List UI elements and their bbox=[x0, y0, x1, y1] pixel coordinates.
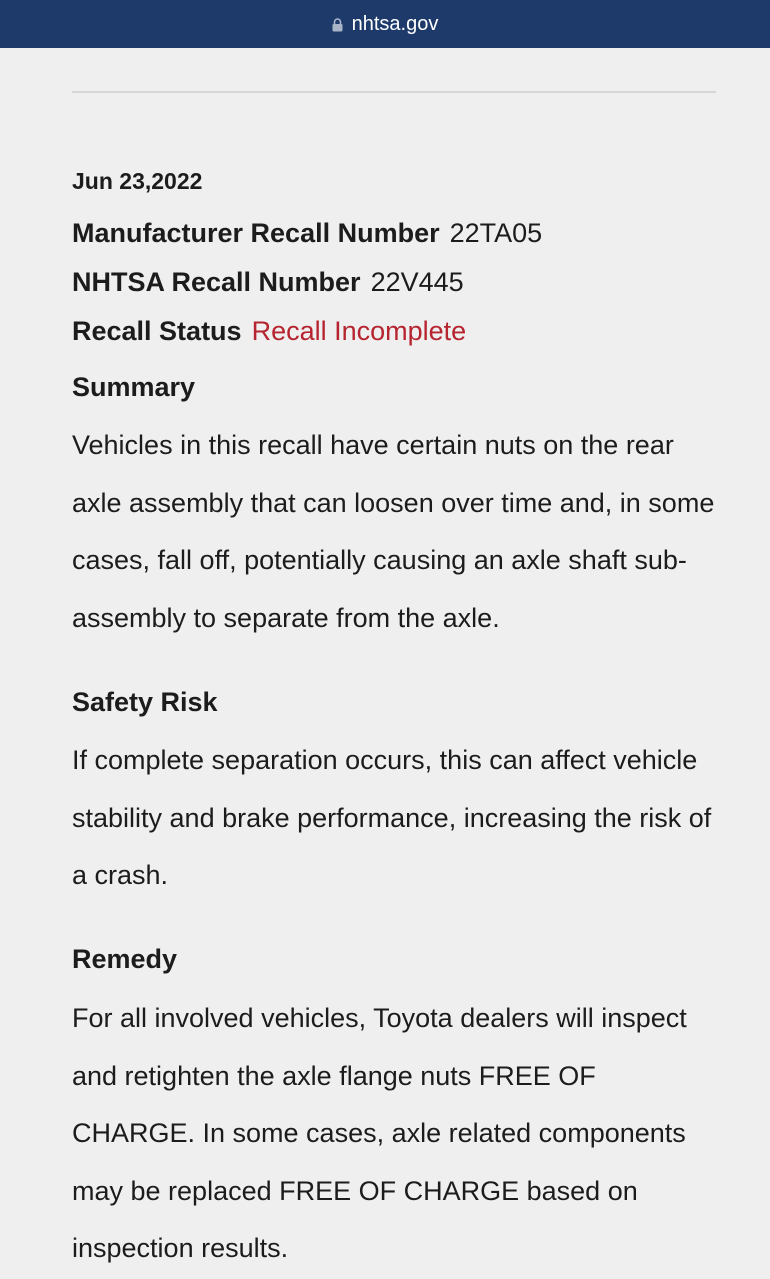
url-text: nhtsa.gov bbox=[351, 12, 439, 35]
safety-risk-text: If complete separation occurs, this can affect vehicle stability and brake performance, increasing the risk of a crash. bbox=[72, 745, 712, 890]
nhtsa-recall-number: 22V445 bbox=[370, 267, 464, 297]
summary-text: Vehicles in this recall have certain nuts on the rear axle assembly that can loosen over time and, in some cases, fall off, potentially causing an axle shaft sub-assembly to separate from the axle. bbox=[72, 430, 715, 633]
remedy-heading: Remedy bbox=[72, 944, 178, 974]
manufacturer-recall-number-label: Manufacturer Recall Number bbox=[72, 218, 440, 248]
recall-date: Jun 23,2022 bbox=[72, 168, 203, 194]
recall-status-label: Recall Status bbox=[72, 316, 242, 346]
manufacturer-recall-row bbox=[72, 218, 542, 249]
nhtsa-recall-number-label: NHTSA Recall Number bbox=[72, 267, 361, 297]
divider bbox=[72, 91, 716, 93]
address-bar[interactable] bbox=[0, 0, 770, 48]
remedy-text: For all involved vehicles, Toyota dealers will inspect and retighten the axle flange nuts FREE OF CHARGE. In some cases, axle related components may be replaced FREE OF CHARGE based on inspection results. bbox=[72, 1003, 687, 1263]
nhtsa-recall-row bbox=[72, 267, 464, 298]
summary-heading: Summary bbox=[72, 372, 196, 402]
recall-status-row bbox=[72, 316, 466, 347]
lock-icon bbox=[332, 18, 343, 32]
manufacturer-recall-number: 22TA05 bbox=[449, 218, 543, 248]
recall-status-value: Recall Incomplete bbox=[251, 316, 467, 346]
safety-risk-heading: Safety Risk bbox=[72, 687, 218, 717]
